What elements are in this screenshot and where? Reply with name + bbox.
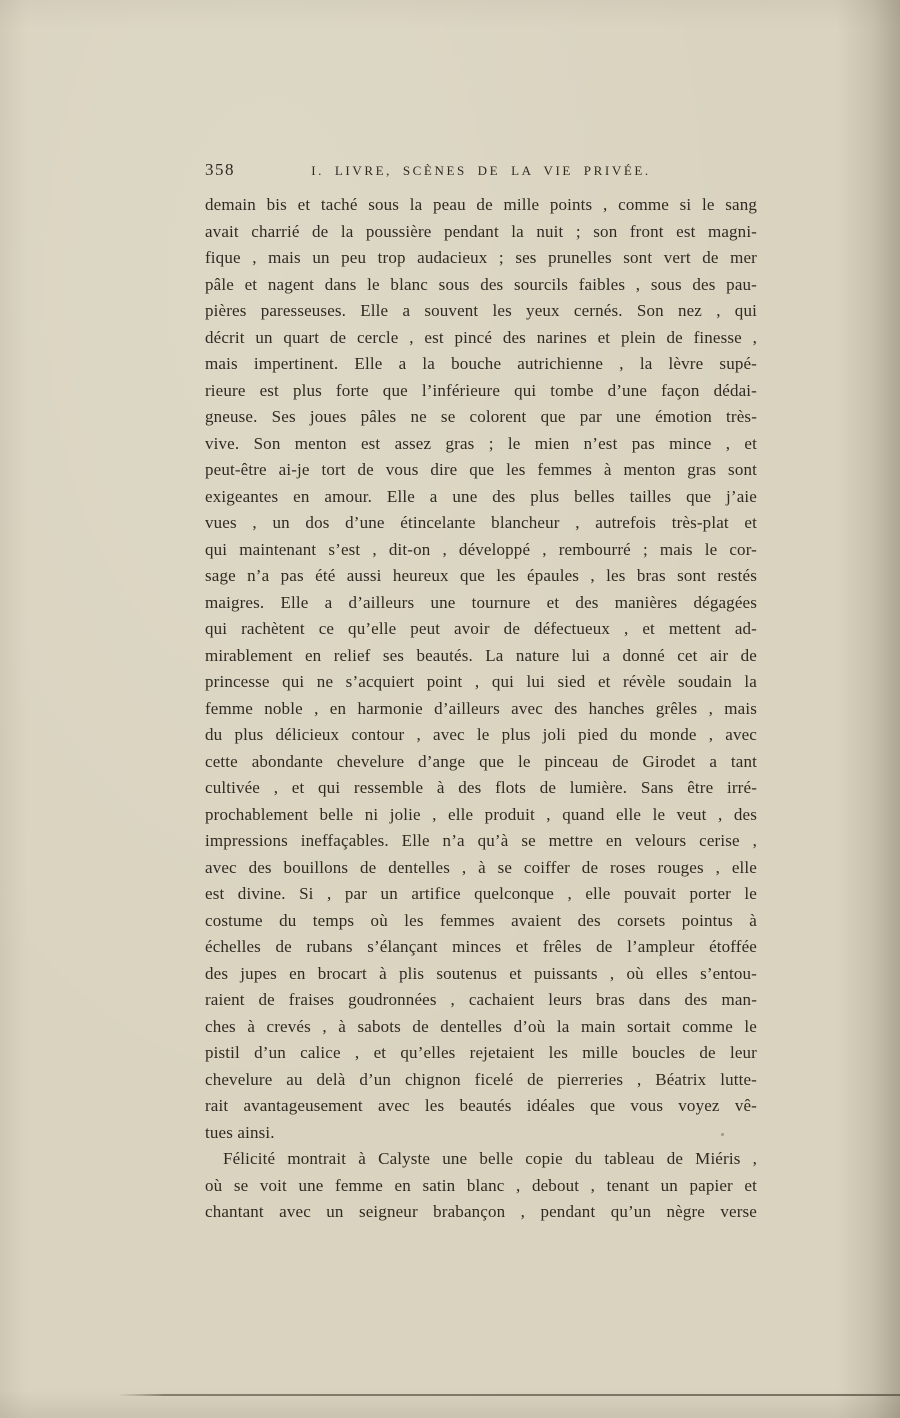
text-line: maigres. Elle a d’ailleurs une tournure et des manières dégagées	[205, 592, 757, 612]
text-line: exigeantes en amour. Elle a une des plus belles tailles que j’aie	[205, 486, 757, 506]
text-line: mirablement en relief ses beautés. La nature lui a donné cet air de	[205, 645, 757, 665]
text-line: cette abondante chevelure d’ange que le pinceau de Girodet a tant	[205, 751, 757, 771]
text-line: costume du temps où les femmes avaient des corsets pointus à	[205, 910, 757, 930]
text-line: est divine. Si , par un artifice quelconque , elle pouvait porter le	[205, 884, 757, 903]
text-line: pières paresseuses. Elle a souvent les yeux cernés. Son nez , qui	[205, 301, 757, 320]
text-line: rieure est plus forte que l’inférieure qui tombe d’une façon dédai-	[205, 380, 757, 400]
text-line: impressions ineffaçables. Elle n’a qu’à se mettre en velours cerise ,	[205, 831, 757, 850]
text-line: pâle et nagent dans le blanc sous des sourcils faibles , sous des pau-	[205, 274, 757, 294]
text-line: qui maintenant s’est , dit-on , développé , rembourré ; mais le cor-	[205, 539, 757, 559]
text-line: avec des bouillons de dentelles , à se coiffer de roses rouges , elle	[205, 857, 757, 877]
page-header	[205, 160, 757, 184]
page-number: 358	[205, 160, 235, 179]
scan-artifact-line	[118, 1394, 900, 1396]
text-line: vues , un dos d’une étincelante blancheur , autrefois très-plat et	[205, 513, 757, 532]
paper-speck	[721, 1133, 724, 1136]
text-line: peut-être ai-je tort de vous dire que les femmes à menton gras sont	[205, 460, 757, 479]
paragraph	[205, 192, 757, 1146]
text-line: chantant avec un seigneur brabançon , pendant qu’un nègre verse	[205, 1202, 757, 1221]
text-block	[205, 192, 757, 1226]
paragraph	[205, 1146, 757, 1226]
text-line: vive. Son menton est assez gras ; le mien n’est pas mince , et	[205, 433, 757, 453]
text-line: sage n’a pas été aussi heureux que les épaules , les bras sont restés	[205, 566, 757, 585]
text-line: mais impertinent. Elle a la bouche autrichienne , la lèvre supé-	[205, 354, 757, 373]
text-line: pistil d’un calice , et qu’elles rejetaient les mille boucles de leur	[205, 1043, 757, 1062]
text-line: qui rachètent ce qu’elle peut avoir de défectueux , et mettent ad-	[205, 619, 757, 638]
text-line: avait charrié de la poussière pendant la nuit ; son front est magni-	[205, 221, 757, 241]
text-line: raient de fraises goudronnées , cachaient leurs bras dans des man-	[205, 990, 757, 1009]
running-title: I. LIVRE, SCÈNES DE LA VIE PRIVÉE.	[311, 163, 651, 178]
text-line: du plus délicieux contour , avec le plus joli pied du monde , avec	[205, 725, 757, 744]
text-line: femme noble , en harmonie d’ailleurs avec des hanches grêles , mais	[205, 698, 757, 718]
text-line: Félicité montrait à Calyste une belle copie du tableau de Miéris ,	[223, 1149, 757, 1168]
text-line: princesse qui ne s’acquiert point , qui lui sied et révèle soudain la	[205, 672, 757, 691]
text-line: gneuse. Ses joues pâles ne se colorent que par une émotion très-	[205, 407, 757, 426]
text-line: tues ainsi.	[205, 1122, 275, 1142]
text-line: échelles de rubans s’élançant minces et frêles de l’ampleur étoffée	[205, 937, 757, 956]
text-line: ches à crevés , à sabots de dentelles d’où la main sortait comme le	[205, 1016, 757, 1036]
text-line: prochablement belle ni jolie , elle produit , quand elle le veut , des	[205, 804, 757, 824]
text-line: fique , mais un peu trop audacieux ; ses prunelles sont vert de mer	[205, 248, 757, 267]
text-line: des jupes en brocart à plis soutenus et puissants , où elles s’entou-	[205, 963, 757, 983]
text-line: rait avantageusement avec les beautés idéales que vous voyez vê-	[205, 1096, 757, 1115]
text-line: où se voit une femme en satin blanc , debout , tenant un papier et	[205, 1175, 757, 1195]
text-line: décrit un quart de cercle , est pincé des narines et plein de finesse ,	[205, 327, 757, 347]
text-line: cultivée , et qui ressemble à des flots de lumière. Sans être irré-	[205, 778, 757, 797]
text-line: chevelure au delà d’un chignon ficelé de pierreries , Béatrix lutte-	[205, 1069, 757, 1089]
text-line: demain bis et taché sous la peau de mille points , comme si le sang	[205, 195, 757, 214]
